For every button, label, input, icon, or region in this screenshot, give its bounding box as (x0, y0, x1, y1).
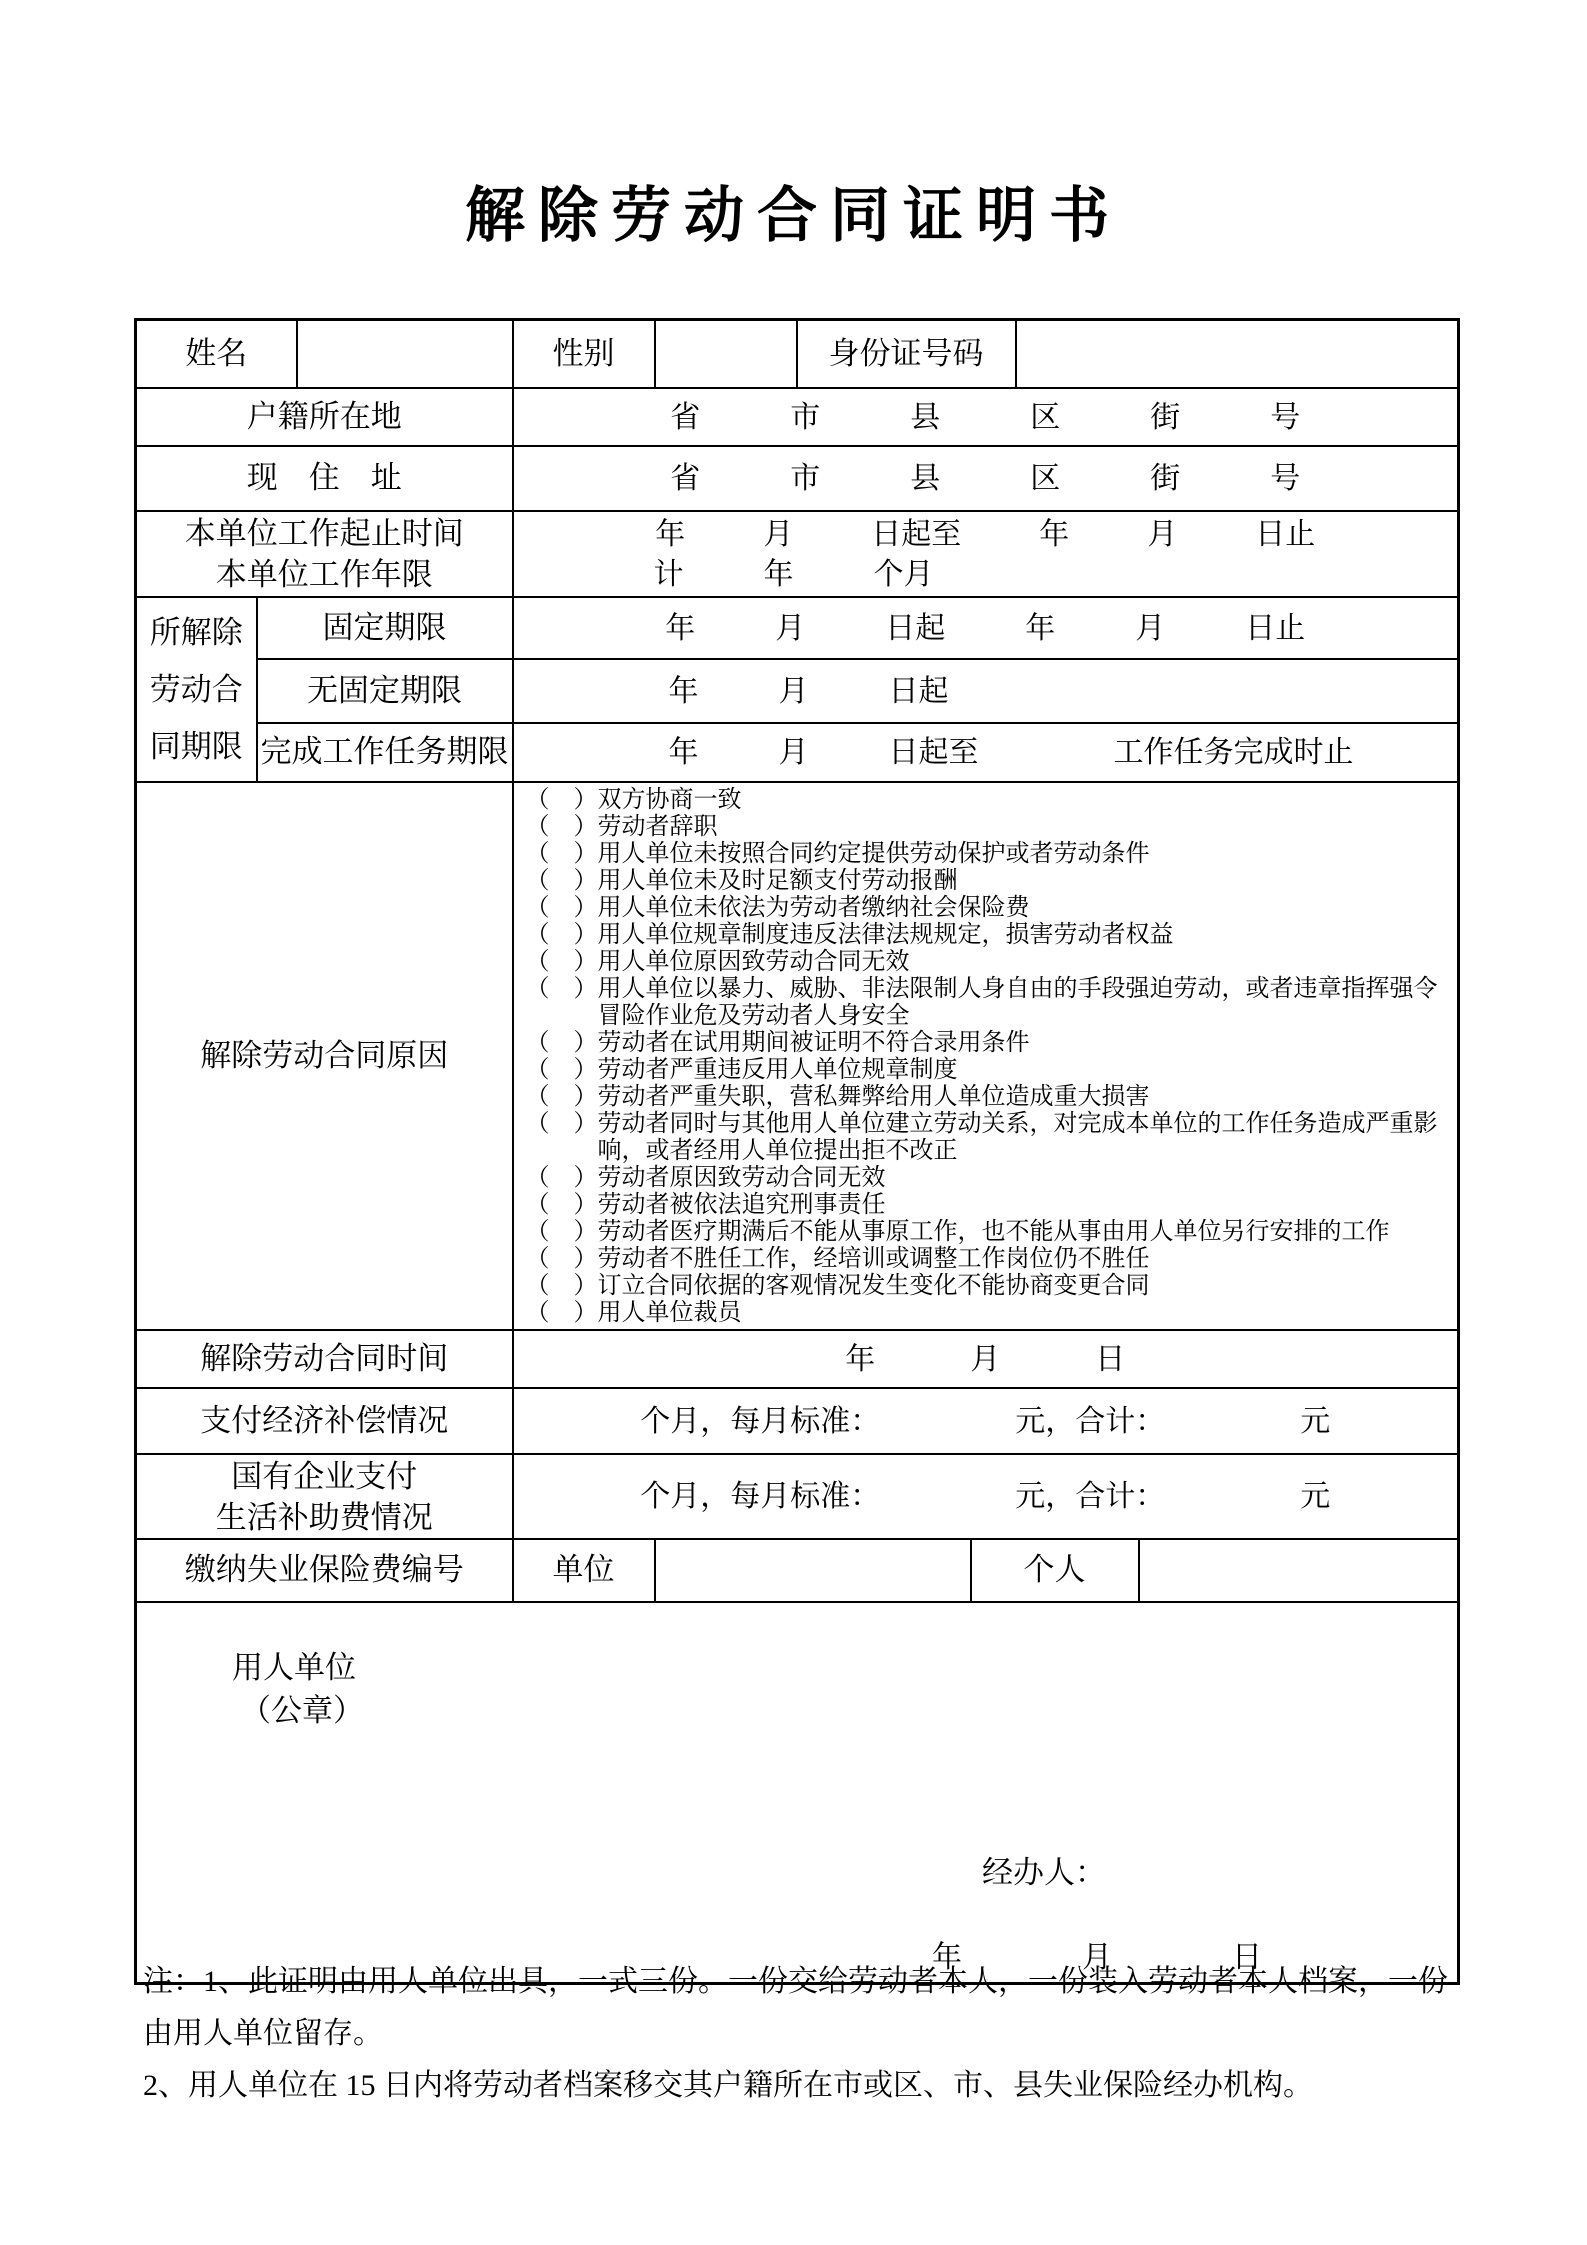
fixed-term-label: 固定期限 (257, 597, 513, 659)
segment-label: 年 (1025, 611, 1056, 645)
reason-item (526, 814, 1452, 841)
work-period-labels (136, 511, 513, 597)
reason-text: 订立合同依据的客观情况发生变化不能协商变更合同 (597, 1273, 1150, 1299)
segment-label: 街 (1150, 400, 1181, 434)
segment-label: 个月 (873, 557, 934, 591)
segment-label: 日止 (1245, 611, 1306, 645)
soe-label-line-2: 生活补助费情况 (215, 1499, 433, 1535)
segment-label: 县 (910, 462, 941, 495)
reason-text: 劳动者同时与其他用人单位建立劳动关系，对完成本单位的工作任务造成严重影响，或者经用人单位提出拒不改正 (597, 1111, 1438, 1164)
soe-subsidy-segments (514, 1477, 1458, 1516)
reason-text: 双方协商一致 (597, 787, 742, 813)
reason-checkbox[interactable]: （ ） (525, 895, 598, 921)
unit-number-value-cell[interactable] (655, 1539, 971, 1602)
household-region-cell[interactable] (513, 388, 1459, 446)
segment-label: 月 (778, 674, 809, 708)
end-date-segments (514, 1340, 1458, 1379)
task-term-segments (514, 733, 1458, 772)
employer-label: 用人单位 (232, 1650, 356, 1685)
task-term-cell[interactable] (513, 723, 1459, 782)
segment-label: 市 (790, 400, 821, 434)
person-number-value-cell[interactable] (1139, 1539, 1459, 1602)
soe-label-line-1: 国有企业支付 (231, 1458, 418, 1494)
reason-label: 解除劳动合同原因 (136, 782, 513, 1330)
reason-checkbox[interactable]: （ ） (525, 814, 598, 840)
segment-label: 日止 (1255, 517, 1316, 551)
person-label: 个人 (971, 1539, 1139, 1602)
contract-term-line-2: 劳动合 (149, 672, 243, 707)
signature-section (136, 1602, 1459, 1984)
segment-label: 月 (970, 1342, 1001, 1376)
reason-item (526, 1057, 1452, 1084)
household-location-label: 户籍所在地 (136, 388, 513, 446)
row-identity (136, 320, 1459, 389)
reason-text: 用人单位规章制度违反法律法规规定，损害劳动者权益 (597, 922, 1174, 948)
reason-checkbox[interactable]: （ ） (525, 1030, 598, 1056)
reason-text: 劳动者在试用期间被证明不符合录用条件 (597, 1030, 1030, 1056)
address-region-segments (514, 459, 1458, 498)
reason-checkbox[interactable]: （ ） (525, 1300, 598, 1326)
reason-checkbox[interactable]: （ ） (525, 949, 598, 975)
open-term-segments (514, 672, 1458, 711)
segment-label: 区 (1030, 400, 1061, 434)
reason-checkbox[interactable]: （ ） (525, 976, 598, 1002)
compensation-label: 支付经济补偿情况 (136, 1388, 513, 1454)
reason-item (526, 868, 1452, 895)
segment-label: 工作任务完成时止 (1113, 736, 1354, 769)
work-years-label: 本单位工作年限 (215, 557, 433, 592)
reason-text: 用人单位未及时足额支付劳动报酬 (597, 868, 958, 894)
segment-label: 日 (1232, 1941, 1262, 1974)
soe-subsidy-cell[interactable] (513, 1454, 1459, 1539)
reason-text: 劳动者辞职 (597, 814, 718, 840)
segment-label: 元，合计： (1015, 1480, 1166, 1513)
segment-label: 日起 (885, 611, 946, 645)
segment-label: 年 (665, 611, 696, 645)
contract-term-label (136, 597, 257, 782)
row-signature (136, 1602, 1459, 1984)
segment-label: 日起 (888, 674, 949, 708)
row-soe-subsidy (136, 1454, 1459, 1539)
reason-checkbox[interactable]: （ ） (525, 787, 598, 813)
segment-label: 月 (778, 736, 809, 769)
reason-item (526, 976, 1452, 1030)
segment-label: 市 (790, 462, 821, 495)
contract-term-line-3: 同期限 (149, 729, 243, 764)
current-address-label: 现 住 址 (136, 446, 513, 511)
termination-form-table (134, 318, 1460, 1985)
work-time-segments (514, 514, 1458, 554)
task-term-label: 完成工作任务期限 (257, 723, 513, 782)
reason-item (526, 895, 1452, 922)
row-reasons (136, 782, 1459, 1330)
insurance-number-label: 缴纳失业保险费编号 (136, 1539, 513, 1602)
reason-text: 用人单位裁员 (597, 1300, 742, 1326)
fixed-term-segments (514, 609, 1458, 648)
footnote-2: 2、用人单位在 15 日内将劳动者档案移交其户籍所在市或区、市、县失业保险经办机构。 (143, 2069, 1313, 2102)
reason-checkbox[interactable]: （ ） (525, 922, 598, 948)
segment-label: 年 (655, 517, 686, 551)
segment-label: 计 (653, 557, 684, 591)
name-label: 姓名 (136, 320, 297, 389)
reason-text: 劳动者被依法追究刑事责任 (597, 1192, 886, 1218)
gender-label: 性别 (513, 320, 655, 389)
segment-label: 年 (932, 1941, 962, 1974)
segment-label: 日起至 (888, 736, 979, 769)
segment-label: 街 (1150, 462, 1181, 495)
page-title: 解除劳动合同证明书 (465, 183, 1122, 249)
reason-checkbox[interactable]: （ ） (525, 1165, 598, 1191)
segment-label: 年 (668, 674, 699, 708)
id-number-label: 身份证号码 (797, 320, 1016, 389)
reasons-list (514, 783, 1458, 1329)
reason-checkbox[interactable]: （ ） (525, 1192, 598, 1218)
handler-label[interactable]: 经办人： (982, 1855, 1106, 1890)
reason-text: 劳动者严重违反用人单位规章制度 (597, 1057, 958, 1083)
reason-text: 用人单位未依法为劳动者缴纳社会保险费 (597, 895, 1030, 921)
official-seal-label: （公章） (240, 1693, 364, 1728)
row-insurance-number (136, 1539, 1459, 1602)
segment-label: 省 (670, 400, 701, 434)
segment-label: 个月，每月标准： (640, 1480, 881, 1513)
reason-checkbox[interactable]: （ ） (525, 1219, 598, 1245)
row-end-time (136, 1330, 1459, 1388)
reason-checkbox[interactable]: （ ） (525, 841, 598, 867)
segment-label: 日起至 (871, 517, 962, 551)
reason-text: 劳动者原因致劳动合同无效 (597, 1165, 886, 1191)
household-region-segments (514, 398, 1458, 437)
reason-text: 用人单位未按照合同约定提供劳动保护或者劳动条件 (597, 841, 1150, 867)
unit-label: 单位 (513, 1539, 655, 1602)
reason-item (526, 1273, 1452, 1300)
work-period-cell[interactable] (513, 511, 1459, 597)
fixed-term-cell[interactable] (513, 597, 1459, 659)
footnote-1: 注：1、此证明由用人单位出具，一式三份。一份交给劳动者本人，一份装入劳动者本人档案，一份由用人单位留存。 (143, 1965, 1448, 2050)
row-task-term (136, 723, 1459, 782)
row-open-term (136, 659, 1459, 723)
reason-text: 用人单位以暴力、威胁、非法限制人身自由的手段强迫劳动，或者违章指挥强令冒险作业危及劳动者人身安全 (597, 976, 1438, 1029)
segment-label: 年 (668, 736, 699, 769)
end-time-cell[interactable] (513, 1330, 1459, 1388)
row-work-period (136, 511, 1459, 597)
reason-text: 劳动者医疗期满后不能从事原工作，也不能从事由用人单位另行安排的工作 (597, 1219, 1390, 1245)
gender-value-cell[interactable] (655, 320, 797, 389)
reason-item (526, 1246, 1452, 1273)
reason-text: 用人单位原因致劳动合同无效 (597, 949, 910, 975)
address-region-cell[interactable] (513, 446, 1459, 511)
compensation-cell[interactable] (513, 1388, 1459, 1454)
reason-checkbox[interactable]: （ ） (525, 1084, 598, 1110)
segment-label: 日 (1095, 1342, 1126, 1376)
id-number-value-cell[interactable] (1016, 320, 1459, 389)
segment-label: 号 (1270, 400, 1301, 434)
row-compensation (136, 1388, 1459, 1454)
segment-label: 区 (1030, 462, 1061, 495)
reason-text: 劳动者严重失职，营私舞弊给用人单位造成重大损害 (597, 1084, 1150, 1110)
reason-checkbox[interactable]: （ ） (525, 1111, 598, 1137)
segment-label: 元 (1300, 1480, 1331, 1513)
soe-subsidy-label (136, 1454, 513, 1539)
segment-label: 月 (1082, 1941, 1112, 1974)
footnotes (143, 1956, 1473, 2112)
open-term-label: 无固定期限 (257, 659, 513, 723)
work-years-segments (514, 554, 1458, 594)
segment-label: 元，合计： (1015, 1404, 1166, 1438)
segment-label: 月 (1135, 611, 1166, 645)
segment-label: 年 (1039, 517, 1070, 551)
segment-label: 省 (670, 462, 701, 495)
segment-label: 号 (1270, 462, 1301, 495)
work-time-label: 本单位工作起止时间 (184, 516, 464, 551)
segment-label: 月 (1147, 517, 1178, 551)
end-time-label: 解除劳动合同时间 (136, 1330, 513, 1388)
row-address (136, 446, 1459, 511)
row-fixed-term (136, 597, 1459, 659)
contract-term-line-1: 所解除 (149, 615, 243, 650)
segment-label: 个月，每月标准： (640, 1404, 881, 1438)
reason-item (526, 1165, 1452, 1192)
reason-checkbox[interactable]: （ ） (525, 1246, 598, 1272)
reason-item (526, 1192, 1452, 1219)
reason-item (526, 1084, 1452, 1111)
reasons-cell (513, 782, 1459, 1330)
reason-item (526, 787, 1452, 814)
compensation-segments (514, 1402, 1458, 1441)
reason-item (526, 1030, 1452, 1057)
reason-item (526, 949, 1452, 976)
reason-text: 劳动者不胜任工作，经培训或调整工作岗位仍不胜任 (597, 1246, 1150, 1272)
segment-label: 年 (763, 557, 794, 591)
reason-item (526, 1219, 1452, 1246)
segment-label: 月 (775, 611, 806, 645)
reason-item (526, 1111, 1452, 1165)
name-value-cell[interactable] (297, 320, 513, 389)
reason-checkbox[interactable]: （ ） (525, 1057, 598, 1083)
reason-item (526, 1300, 1452, 1327)
segment-label: 县 (910, 400, 941, 434)
segment-label: 年 (845, 1342, 876, 1376)
open-term-cell[interactable] (513, 659, 1459, 723)
segment-label: 元 (1300, 1404, 1331, 1438)
reason-item (526, 922, 1452, 949)
reason-item (526, 841, 1452, 868)
reason-checkbox[interactable]: （ ） (525, 868, 598, 894)
row-household (136, 388, 1459, 446)
reason-checkbox[interactable]: （ ） (525, 1273, 598, 1299)
segment-label: 月 (763, 517, 794, 551)
